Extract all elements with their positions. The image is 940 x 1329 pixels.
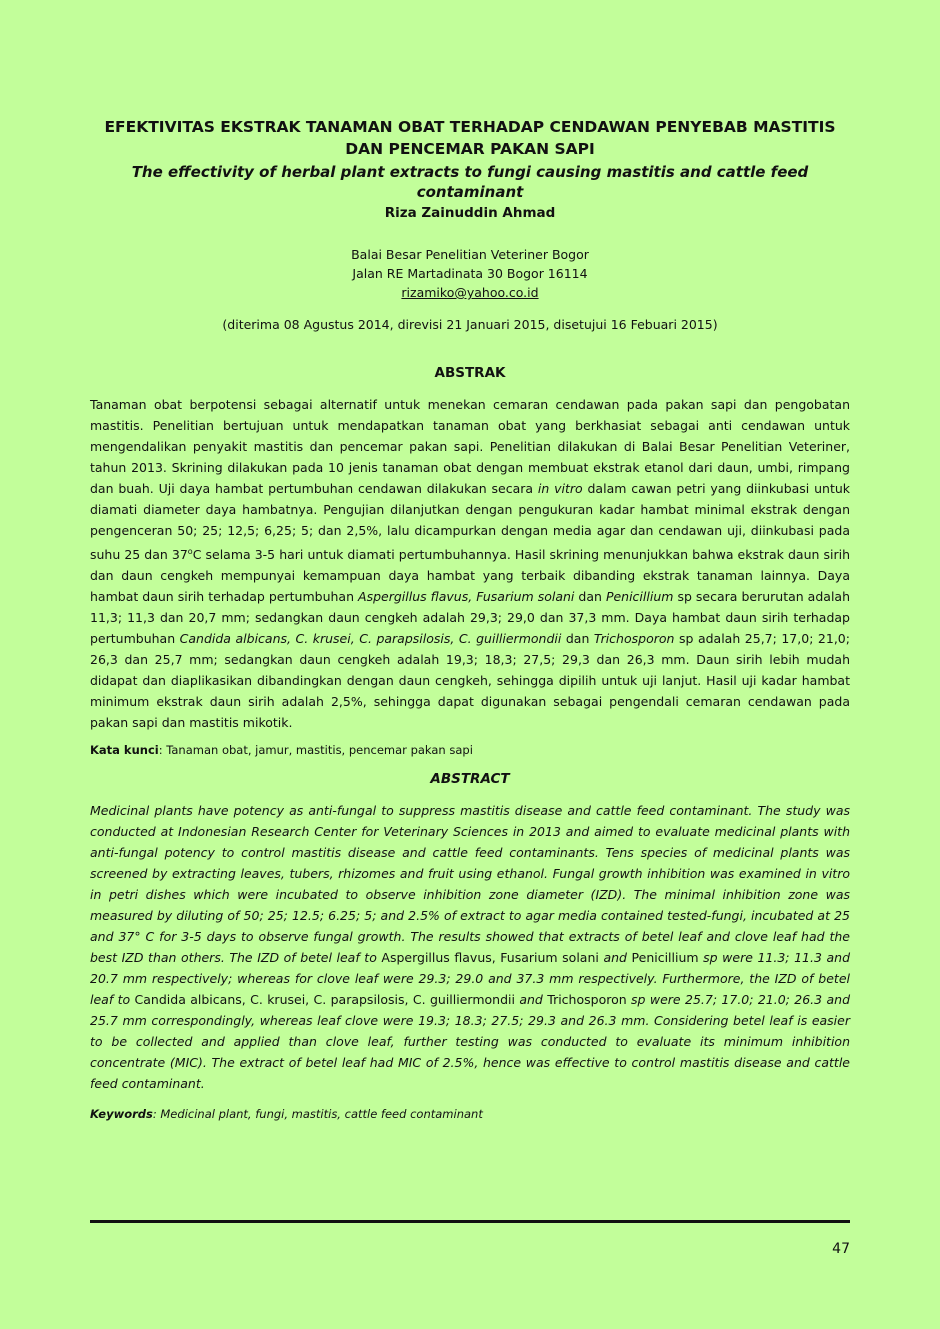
abstract-upright: Trichosporon — [547, 992, 627, 1007]
abstrak-text: Tanaman obat berpotensi sebagai alternatif untuk menekan cemaran cendawan pada pakan sapi dan pengobatan mastitis. Penelitian bertujuan untuk mendapatkan tanaman obat yang berkhasiat sebagai anti cendawan untuk mengendalikan penyakit mastitis dan pencemar pakan sapi. Penelitian dilakukan di Balai Besar Penelitian Veteriner, tahun 2013. Skrining dilakukan pada 10 jenis tanaman obat dengan membuat ekstrak etanol dari daun, umbi, rimpang dan buah. Uji daya hambat pertumbuhan cendawan dilakukan secara — [90, 397, 850, 496]
abstract-upright: Aspergillus flavus, Fusarium solani — [381, 950, 599, 965]
degree-superscript: o — [187, 547, 193, 556]
abstrak-italic: in vitro — [537, 481, 583, 496]
page-number: 47 — [832, 1241, 850, 1257]
abstract-body — [90, 800, 850, 1094]
abstrak-heading: ABSTRAK — [434, 365, 506, 381]
title-line-1: EFEKTIVITAS EKSTRAK TANAMAN OBAT TERHADAP CENDAWAN PENYEBAB MASTITIS — [104, 118, 836, 136]
abstrak-body — [90, 394, 850, 733]
submission-dates: (diterima 08 Agustus 2014, direvisi 21 Januari 2015, disetujui 16 Febuari 2015) — [222, 317, 718, 332]
title-line-2: DAN PENCEMAR PAKAN SAPI — [345, 140, 595, 158]
abstrak-italic: Penicillium — [605, 589, 674, 605]
abstract-text: and — [598, 950, 632, 965]
keywords — [90, 1107, 483, 1121]
english-title: The effectivity of herbal plant extracts to fungi causing mastitis and cattle feed contaminant — [131, 163, 809, 201]
abstrak-text: C selama 3-5 hari untuk diamati pertumbuhannya. Hasil skrining menunjukkan bahwa ekstrak daun sirih dan daun cengkeh mempunyai kemampuan daya hambat yang terbaik dibanding ekstrak tanaman lainnya. Daya hambat daun sirih terhadap pertumbuhan — [90, 547, 851, 605]
abstrak-italic: Aspergillus flavus, Fusarium solani — [358, 589, 575, 605]
abstract-upright: Candida albicans, C. krusei, C. parapsilosis, C. guilliermondii — [134, 992, 515, 1007]
abstrak-text: sp adalah 25,7; 17,0; 21,0; 26,3 dan 25,7 mm; sedangkan daun cengkeh adalah 19,3; 18,3; 27,5; 29,3 dan 26,3 mm. Daun sirih lebih mudah didapat dan diaplikasikan dibandingkan dengan daun cengkeh, sehingga dipilih untuk uji lanjut. Hasil uji kadar hambat minimum ekstrak daun sirih adalah 2,5%, sehingga dapat digunakan sebagai pengendali cemaran cendawan pada pakan sapi dan mastitis mikotik. — [90, 631, 850, 731]
kata-kunci-label: Kata kunci — [90, 743, 159, 757]
footer-rule — [90, 1220, 850, 1223]
abstrak-text: dan — [561, 631, 594, 647]
abstract-text: and — [514, 992, 548, 1007]
address: Jalan RE Martadinata 30 Bogor 16114 — [352, 266, 588, 281]
abstrak-italic: Candida albicans, C. krusei, C. parapsilosis, C. guilliermondii — [179, 631, 562, 647]
abstrak-text: dan — [574, 589, 606, 605]
email-link[interactable]: rizamiko@yahoo.co.id — [401, 285, 539, 300]
abstrak-italic: Trichosporon — [593, 631, 675, 647]
author-name: Riza Zainuddin Ahmad — [384, 205, 556, 221]
abstract-text: sp were 11.3; 11.3 and 20.7 mm respectively; whereas for clove leaf were 29.3; 29.0 and 37.3 mm respectively. Furthermore, the IZD of betel leaf to — [90, 950, 851, 1007]
abstract-heading: ABSTRACT — [430, 771, 510, 787]
institution: Balai Besar Penelitian Veteriner Bogor — [351, 247, 589, 262]
affiliation — [90, 245, 850, 302]
paper-title — [90, 116, 850, 160]
kata-kunci — [90, 743, 473, 757]
abstract-text: Medicinal plants have potency as anti-fungal to suppress mastitis disease and cattle feed contaminant. The study was conducted at Indonesian Research Center for Veterinary Sciences in 2013 and aimed to evaluate medicinal plants with anti-fungal potency to control mastitis disease and cattle feed contaminants. Tens species of medicinal plants was screened by extracting leaves, tubers, rhizomes and fruit using ethanol. Fungal growth inhibition was examined in vitro in petri dishes which were incubated to observe inhibition zone diameter (IZD). The minimal inhibition zone was measured by diluting of 50; 25; 12.5; 6.25; 5; and 2.5% of extract to agar media contained tested-fungi, incubated at 25 and 37° C for 3-5 days to observe fungal growth. The results showed that extracts of betel leaf and clove leaf had the best IZD than others. The IZD of betel leaf to — [90, 803, 850, 965]
abstrak-text: sp secara berurutan adalah 11,3; 11,3 dan 20,7 mm; sedangkan daun cengkeh adalah 29,3; 29,0 dan 37,3 mm. Daya hambat daun sirih terhadap pertumbuhan — [90, 589, 850, 647]
kata-kunci-text: : Tanaman obat, jamur, mastitis, pencemar pakan sapi — [158, 743, 473, 757]
abstract-upright: Penicillium — [631, 950, 699, 965]
keywords-label: Keywords — [90, 1107, 153, 1121]
abstrak-text: dalam cawan petri yang diinkubasi untuk diamati diameter daya hambatnya. Pengujian dilanjutkan dengan pengukuran kadar hambat minimal ekstrak dengan pengenceran 50; 25; 12,5; 6,25; 5; dan 2,5%, lalu dicampurkan dengan media agar dan cendawan uji, diinkubasi pada suhu 25 dan 37 — [90, 481, 851, 563]
abstract-text: sp were 25.7; 17.0; 21.0; 26.3 and 25.7 mm correspondingly, whereas leaf clove were 19.3; 18.3; 27.5; 29.3 and 26.3 mm. Considering betel leaf is easier to be collected and applied than clove leaf, further testing was conducted to evaluate its minimum inhibition concentrate (MIC). The extract of betel leaf had MIC of 2.5%, hence was effective to control mastitis disease and cattle feed contaminant. — [90, 992, 851, 1091]
keywords-text: : Medicinal plant, fungi, mastitis, cattle feed contaminant — [152, 1107, 483, 1121]
